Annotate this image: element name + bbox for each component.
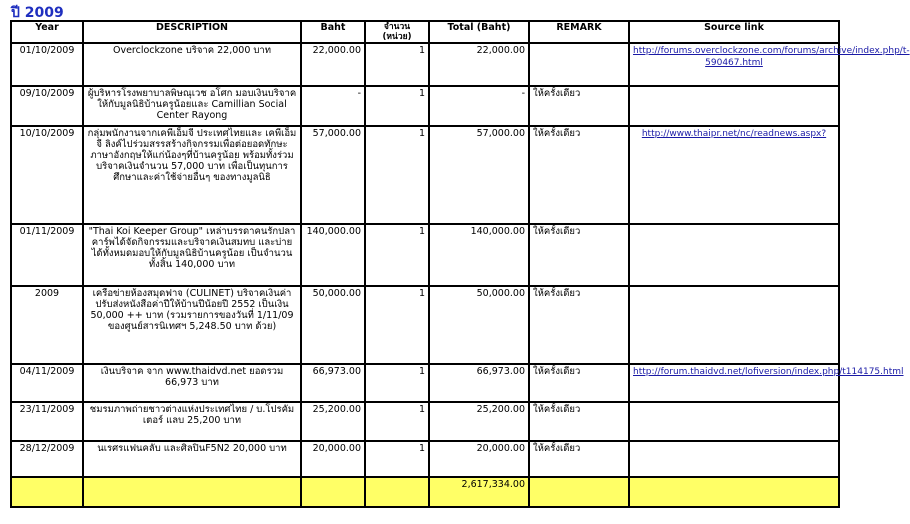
header-row — [11, 21, 839, 43]
header-remark: REMARK — [529, 21, 629, 43]
row-baht: 140,000.00 — [301, 224, 365, 286]
total-cell-remark — [529, 477, 629, 507]
row-baht: 66,973.00 — [301, 364, 365, 402]
row-total: 66,973.00 — [429, 364, 529, 402]
source-link[interactable]: http://www.thaipr.net/nc/readnews.aspx? — [641, 129, 827, 139]
row-total: 25,200.00 — [429, 402, 529, 441]
total-cell-desc — [83, 477, 301, 507]
row-source — [629, 364, 904, 402]
header-baht: Baht — [301, 21, 365, 43]
total-cell-source — [629, 477, 839, 507]
row-total: 20,000.00 — [429, 441, 529, 477]
row-year: 28/12/2009 — [11, 441, 83, 477]
row-description: Overclockzone บริจาค 22,000 บาท — [83, 43, 301, 86]
donation-table — [10, 20, 910, 508]
total-row — [11, 477, 839, 507]
row-qty: 1 — [365, 86, 429, 126]
row-description: กลุ่มพนักงานจากเคพีเอ็มจี ประเทศไทยและ เคพีเอ็มจี ลิงค์ไปร่วมสรรสร้างกิจกรรมเพื่อต่อยอดทักษะภาษาอังกฤษให้แก่น้องๆที่บ้านครูน้อย พร้อมทั้งร่วมบริจาคเงินจำนวน 57,000 บาท เพื่อเป็นทุนการศึกษาและค่าใช้จ่ายอื่นๆ ของทางมูลนิธิ — [83, 126, 301, 224]
total-cell-qty — [365, 477, 429, 507]
row-remark: ให้ครั้งเดียว — [529, 126, 629, 224]
row-qty: 1 — [365, 224, 429, 286]
header-year: Year — [11, 21, 83, 43]
header-source: Source link — [629, 21, 839, 43]
row-remark: ให้ครั้งเดียว — [529, 364, 629, 402]
table-row — [11, 43, 839, 86]
total-cell-baht — [301, 477, 365, 507]
row-total: - — [429, 86, 529, 126]
row-qty: 1 — [365, 286, 429, 364]
row-description: เงินบริจาค จาก www.thaidvd.net ยอดรวม 66,973 บาท — [83, 364, 301, 402]
row-baht: - — [301, 86, 365, 126]
row-baht: 22,000.00 — [301, 43, 365, 86]
row-description: เครือข่ายห้องสมุดฟาจ (CULINET) บริจาคเงินค่าปรับส่งหนังสือค่าปีให้บ้านปีน้อยปี 2552 เป็นเงิน 50,000 ++ บาท (รวมรายการของวันที่ 1/11/09 ของศูนย์สารนิเทศฯ 5,248.50 บาท ด้วย) — [83, 286, 301, 364]
row-year: 01/11/2009 — [11, 224, 83, 286]
row-year: 04/11/2009 — [11, 364, 83, 402]
row-remark — [529, 43, 629, 86]
row-total: 22,000.00 — [429, 43, 529, 86]
row-total: 57,000.00 — [429, 126, 529, 224]
header-qty: จำนวน (หน่วย) — [365, 21, 429, 43]
row-total: 50,000.00 — [429, 286, 529, 364]
row-source — [629, 224, 839, 286]
row-year: 2009 — [11, 286, 83, 364]
row-qty: 1 — [365, 43, 429, 86]
row-year: 23/11/2009 — [11, 402, 83, 441]
row-baht: 50,000.00 — [301, 286, 365, 364]
row-source — [629, 402, 839, 441]
row-baht: 20,000.00 — [301, 441, 365, 477]
row-remark: ให้ครั้งเดียว — [529, 402, 629, 441]
row-source — [629, 43, 910, 86]
total-cell-year — [11, 477, 83, 507]
table-row — [11, 86, 839, 126]
source-link[interactable]: http://forum.thaidvd.net/lofiversion/index.php/t114175.html — [633, 367, 904, 377]
row-qty: 1 — [365, 364, 429, 402]
grand-total: 2,617,334.00 — [429, 477, 529, 507]
table-row — [11, 126, 839, 224]
row-qty: 1 — [365, 126, 429, 224]
table-row — [11, 441, 839, 477]
row-year: 09/10/2009 — [11, 86, 83, 126]
row-remark: ให้ครั้งเดียว — [529, 286, 629, 364]
table-row — [11, 286, 839, 364]
row-year: 01/10/2009 — [11, 43, 83, 86]
table-row — [11, 224, 839, 286]
row-source — [629, 286, 839, 364]
row-description: ผู้บริหารโรงพยาบาลพิษณุเวช อโศก มอบเงินบริจาคให้กับมูลนิธิบ้านครูน้อยและ Camillian Social Center Rayong — [83, 86, 301, 126]
row-source — [629, 86, 839, 126]
row-qty: 1 — [365, 441, 429, 477]
row-total: 140,000.00 — [429, 224, 529, 286]
row-qty: 1 — [365, 402, 429, 441]
page-title: ปี 2009 — [11, 5, 64, 21]
row-description: ชมรมภาพถ่ายชาวต่างแห่งประเทศไทย / บ.โปรคัมเตอร์ แลบ 25,200 บาท — [83, 402, 301, 441]
table-row — [11, 364, 839, 402]
table-row — [11, 402, 839, 441]
row-remark: ให้ครั้งเดียว — [529, 441, 629, 477]
row-source — [629, 126, 839, 224]
row-remark: ให้ครั้งเดียว — [529, 224, 629, 286]
source-link[interactable]: http://forums.overclockzone.com/forums/archive/index.php/t-590467.html — [633, 46, 910, 68]
header-description: DESCRIPTION — [83, 21, 301, 43]
row-baht: 25,200.00 — [301, 402, 365, 441]
header-total: Total (Baht) — [429, 21, 529, 43]
row-year: 10/10/2009 — [11, 126, 83, 224]
row-baht: 57,000.00 — [301, 126, 365, 224]
row-remark: ให้ครั้งเดียว — [529, 86, 629, 126]
row-source — [629, 441, 839, 477]
row-description: นเรศรแฟนคลับ และศิลปินF5N2 20,000 บาท — [83, 441, 301, 477]
row-description: "Thai Koi Keeper Group" เหล่าบรรดาคนรักปลาคาร์พได้จัดกิจกรรมและบริจาคเงินสมทบ และบ่ายได้ทั้งหมดมอบให้กับมูลนิธิบ้านครูน้อย เป็นจำนวนทั้งสิ้น 140,000 บาท — [83, 224, 301, 286]
